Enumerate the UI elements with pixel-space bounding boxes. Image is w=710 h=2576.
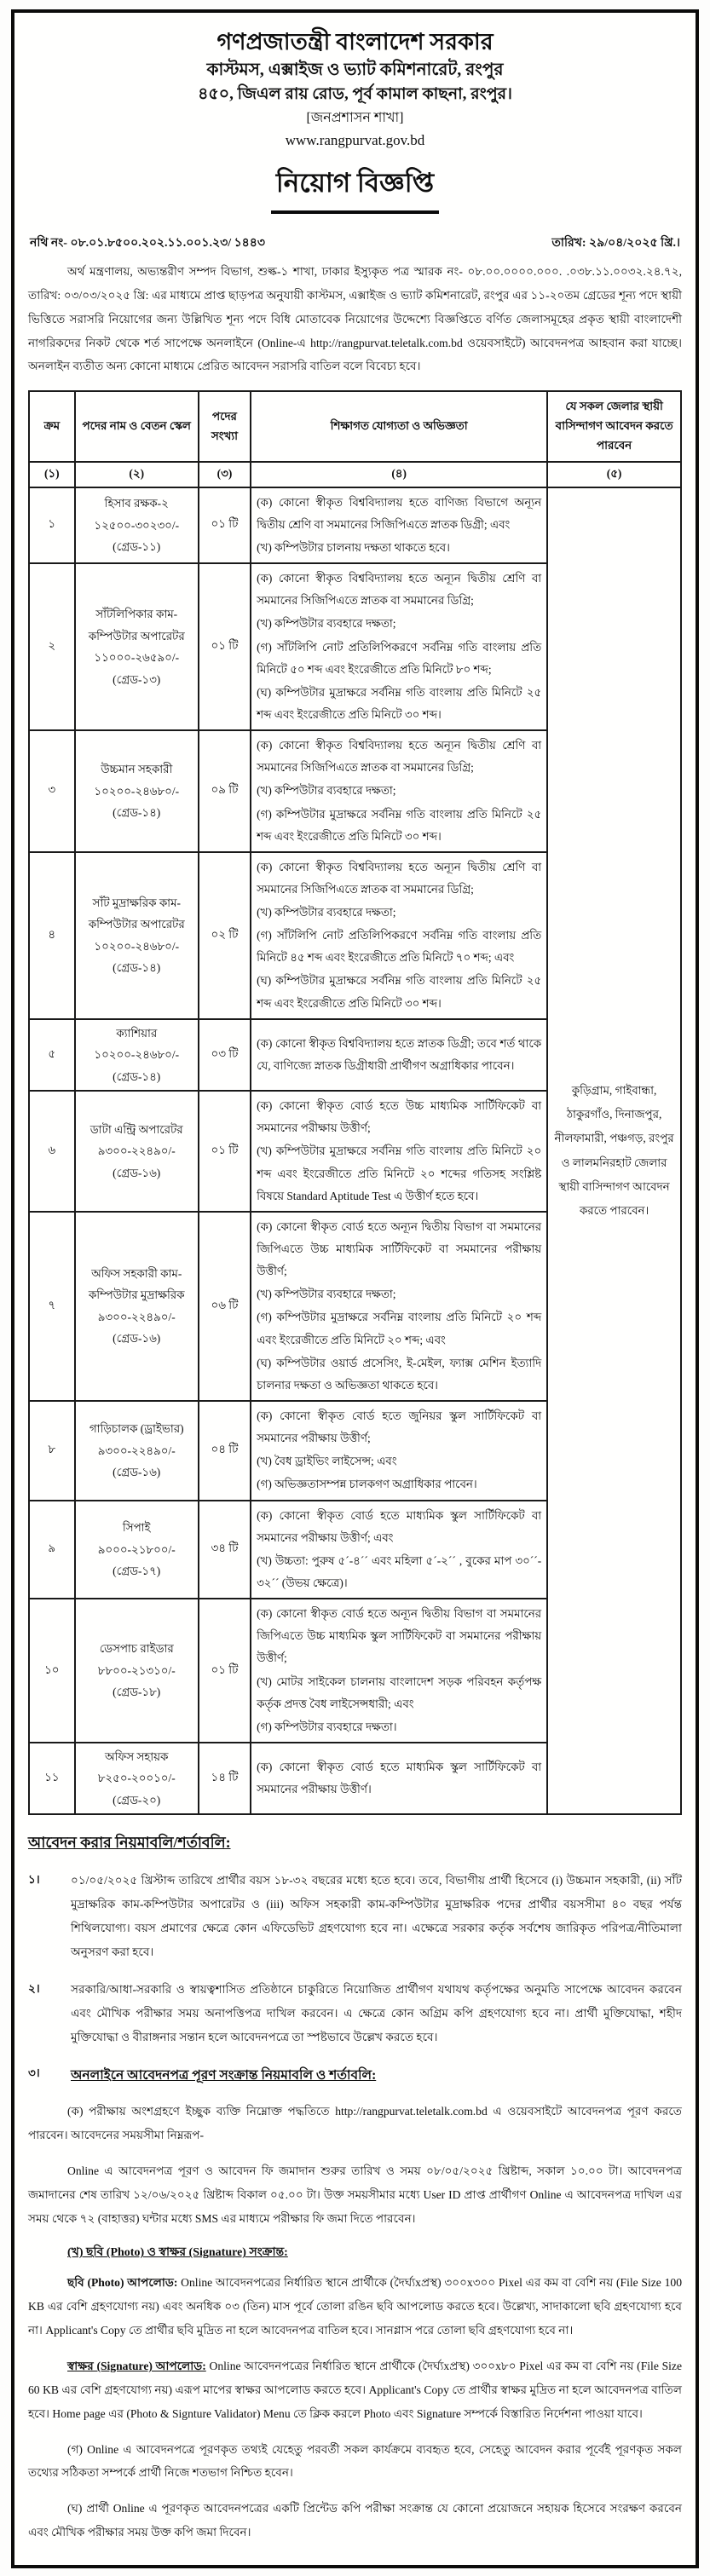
post-qualifications: (ক) কোনো স্বীকৃত বিশ্ববিদ্যালয় হতে অন্যূন দ্বিতীয় শ্রেণি বা সমমানের সিজিপিএতে স্নাতক বা সমমানের ডিগ্রি; (খ) কম্পিউটার ব্যবহারে দক্ষতা; (গ) কম্পিউটার মুদ্রাক্ষরে সর্বনিম্ন গতি বাংলায় প্রতি মিনিটে ২৫ শব্দ এবং ইংরেজীতে প্রতি মিনিটে ৩০ শব্দ। [251,730,547,852]
post-serial: ৫ [29,1019,75,1091]
post-serial: ৬ [29,1091,75,1212]
post-serial: ৩ [29,730,75,852]
website-url: www.rangpurvat.gov.bd [285,131,425,148]
rule-item-3 [28,2062,682,2089]
post-qualifications: (ক) কোনো স্বীকৃত বোর্ড হতে অন্যূন দ্বিতীয় বিভাগ বা সমমানের জিপিএতে উচ্চ মাধ্যমিক স্কুল সার্টিফিকেট বা সমমানের পরীক্ষায় উত্তীর্ণ; (খ) মোটর সাইকেল চালনায় বাংলাদেশ সড়ক পরিবহন কর্তৃপক্ষ কর্তৃক প্রদত্ত বৈধ লাইসেন্সধারী; এবং (গ) কম্পিউটার ব্যবহারে দক্ষতা। [251,1599,547,1743]
post-serial: ১ [29,487,75,563]
post-name-and-pay: গাড়িচালক (ড্রাইভার) ৯৩০০-২২৪৯০/- (গ্রেড-১৬) [75,1401,199,1501]
post-qualifications: (ক) কোনো স্বীকৃত বিশ্ববিদ্যালয় হতে অন্যূন দ্বিতীয় শ্রেণি বা সমমানের সিজিপিএতে স্নাতক বা সমমানের ডিগ্রি; (খ) কম্পিউটার ব্যবহারে দক্ষতা; (গ) সাঁটলিপি নোট প্রতিলিপিকরণে সর্বনিম্ন গতি বাংলায় প্রতি মিনিটে ৪৫ শব্দ এবং ইংরেজীতে প্রতি মিনিটে ৭০ শব্দ; এবং (ঘ) কম্পিউটার মুদ্রাক্ষরে সর্বনিম্ন গতি বাংলায় প্রতি মিনিটে ২৫ শব্দ এবং ইংরেজীতে প্রতি মিনিটে ৩০ শব্দ। [251,852,547,1019]
colnum-5: (৫) [547,462,681,487]
online-rule-ka: (ক) পরীক্ষায় অংশগ্রহণে ইচ্ছুক ব্যক্তি নিম্নোক্ত পদ্ধতিতে http://rangpurvat.teletalk.com.bd এ ওয়েবসাইটে আবেদনপত্র পূরণ করতে পারবেন। আবেদনের সময়সীমা নিম্নরূপ- [28,2105,682,2142]
signature-upload-paragraph [28,2354,682,2426]
col-header-districts: যে সকল জেলার স্থায়ী বাসিন্দাগণ আবেদন করতে পারবেন [547,391,681,461]
online-rule-ka-dates: Online এ আবেদনপত্র পূরণ ও আবেদন ফি জমাদান শুরুর তারিখ ও সময় ০৮/০৫/২০২৫ খ্রিষ্টাব্দ, সকাল ১০.০০ টা। আবেদনপত্র জমাদানের শেষ তারিখ ১২/০৬/২০২৫ খ্রিষ্টাব্দ বিকাল ০৫.০০ টা। উক্ত সময়সীমার মধ্যে User ID প্রাপ্ত প্রার্থীগণ Online এ আবেদনপত্র দাখিল এর সময় থেকে ৭২ (বাহাত্তর) ঘন্টার মধ্যে SMS এর মাধ্যমে পরীক্ষার ফি জমা দিতে পারবেন। [28,2164,682,2225]
rule-item-1-text: ০১/০৫/২০২৫ খ্রিস্টাব্দ তারিখে প্রার্থীর বয়স ১৮-৩২ বছরের মধ্যে হতে হবে। তবে, বিভাগীয় প্রার্থী হিসেবে (i) উচ্চমান সহকারী, (ii) সাঁট মুদ্রাক্ষরিক কাম-কম্পিউটার অপারেটর ও (iii) অফিস সহকারী কাম-কম্পিউটার মুদ্রাক্ষরিক পদের প্রার্থীর বয়সসীমা ৪০ বছর পর্যন্ত শিথিলযোগ্য। বয়স প্রমাণের ক্ষেত্রে কোন এফিডেভিট গ্রহণযোগ্য হবে না। এক্ষেত্রে সরকার কর্তৃক সর্বশেষ জারিকৃত পরিপত্র/নীতিমালা অনুসরণ করা হবে। [71,1874,682,1958]
post-qualifications: (ক) কোনো স্বীকৃত বোর্ড হতে অন্যূন দ্বিতীয় বিভাগ বা সমমানের জিপিএতে উচ্চ মাধ্যমিক সার্টিফিকেট বা সমমানের পরীক্ষায় উত্তীর্ণ; (খ) কম্পিউটার ব্যবহারে দক্ষতা; (গ) কম্পিউটার মুদ্রাক্ষরে সর্বনিম্ন বাংলায় প্রতি মিনিটে ২০ শব্দ এবং ইংরেজীতে প্রতি মিনিটে ২০ শব্দ; এবং (ঘ) কম্পিউটার ওয়ার্ড প্রসেসিং, ই-মেইল, ফ্যাক্স মেশিন ইত্যাদি চালনার দক্ষতা ও অভিজ্ঞতা থাকতে হবে। [251,1212,547,1401]
col-header-serial: ক্রম [29,391,75,461]
memo-number: নথি নং- ০৮.০১.৮৫০০.২০২.১১.০০১.২৩/ ১৪৪৩ [30,237,265,251]
post-name-and-pay: সাঁটলিপিকার কাম-কম্পিউটার অপারেটর ১১০০০-২৬৫৯০/- (গ্রেড-১৩) [75,563,199,730]
rule-item-2-text: সরকারি/আধা-সরকারি ও স্বায়ত্বশাসিত প্রতিষ্ঠানে চাকুরিতে নিয়োজিত প্রার্থীগণ যথাযথ কর্তৃপক্ষের অনুমতি সাপেক্ষে আবেদন করবেন এবং মৌখিক পরীক্ষার সময় অনাপত্তিপত্র দাখিল করবেন। এ ক্ষেত্রে কোন অগ্রিম কপি গ্রহণযোগ্য হবে না। প্রার্থী মুক্তিযোদ্ধা, শহীদ মুক্তিযোদ্ধা ও বীরাঙ্গনার সন্তান হলে আবেদনপত্রে তা স্পষ্টভাবে উল্লেখ করতে হবে। [71,1982,682,2043]
rule-item-2-number: ২। [28,1981,40,1995]
post-serial: ৪ [29,852,75,1019]
post-qualifications: (ক) কোনো স্বীকৃত বোর্ড হতে মাধ্যমিক স্কুল সার্টিফিকেট বা সমমানের পরীক্ষায় উত্তীর্ণ; এবং (খ) উচ্চতা: পুরুষ ৫´-৪´´ এবং মহিলা ৫´-২´´ , বুকের মাপ ৩০´´- ৩২´´ (উভয় ক্ষেত্রে)। [251,1501,547,1599]
colnum-4: (৪) [251,462,547,487]
post-serial: ১০ [29,1599,75,1743]
rule-item-3-number: ৩। [28,2066,40,2080]
post-name-and-pay: ডেসপাচ রাইডার ৮৮০০-২১৩১০/- (গ্রেড-১৮) [75,1599,199,1743]
signature-upload-text: Online আবেদনপত্রের নির্ধারিত স্থানে প্রার্থীকে (দৈর্ঘ্যxপ্রস্থ) ৩০০x৮০ Pixel এর কম বা বেশি নয় (File Size 60 KB এর বেশি গ্রহণযোগ্য নয়) এরূপ মাপের স্বাক্ষর আপলোড করতে হবে। Applicant's Copy তে প্রার্থীর স্বাক্ষর মুদ্রিত না হলে আবেদনপত্র বাতিল হবে। Home page এর (Photo & Signture Validator) Menu তে ক্লিক করলে Photo এবং Signature সম্পর্কে বিস্তারিত নির্দেশনা পাওয়া যাবে। [28,2360,682,2420]
post-qualifications: (ক) কোনো স্বীকৃত বিশ্ববিদ্যালয় হতে অন্যূন দ্বিতীয় শ্রেণি বা সমমানের সিজিপিএতে স্নাতক বা সমমানের ডিগ্রি; (খ) কম্পিউটার ব্যবহারে দক্ষতা; (গ) সাঁটলিপি নোট প্রতিলিপিকরণে সর্বনিম্ন গতি বাংলায় প্রতি মিনিটে ৫০ শব্দ এবং ইংরেজীতে প্রতি মিনিটে ৮০ শব্দ; (ঘ) কম্পিউটার মুদ্রাক্ষরে সর্বনিম্ন গতি বাংলায় প্রতি মিনিটে ২৫ শব্দ এবং ইংরেজীতে প্রতি মিনিটে ৩০ শব্দ। [251,563,547,730]
photo-upload-label: ছবি (Photo) আপলোড: [67,2276,178,2290]
colnum-1: (১) [29,462,75,487]
district-eligibility-note: কুড়িগ্রাম, গাইবান্ধা, ঠাকুরগাঁও, দিনাজপুর, নীলফামারী, পঞ্চগড়, রংপুর ও লালমনিরহাট জেলার স্থায়ী বাসিন্দাগণ আবেদন করতে পারবেন। [547,487,681,1815]
post-vacancies: ১৪ টি [199,1743,251,1814]
online-rule-ga: (গ) Online এ আবেদনপত্রে পূরণকৃত তথ্যই যেহেতু পরবর্তী সকল কার্যক্রমে ব্যবহৃত হবে, সেহেতু আবেদন করার পূর্বেই পূরণকৃত সকল তথ্যের সঠিকতা সম্পর্কে প্রার্থী নিজে শতভাগ নিশ্চিত হবেন। [28,2442,682,2480]
post-qualifications: (ক) কোনো স্বীকৃত বোর্ড হতে জুনিয়র স্কুল সার্টিফিকেট বা সমমানের পরীক্ষায় উত্তীর্ণ; (খ) বৈধ ড্রাইভিং লাইসেন্স; এবং (গ) অভিজ্ঞতাসম্পন্ন চালকগণ অগ্রাধিকার পাবেন। [251,1401,547,1501]
col-header-post-name: পদের নাম ও বেতন স্কেল [75,391,199,461]
government-name: গণপ্রজাতন্ত্রী বাংলাদেশ সরকার [216,29,494,55]
post-vacancies: ০৬ টি [199,1212,251,1401]
post-name-and-pay: সাঁট মুদ্রাক্ষরিক কাম-কম্পিউটার অপারেটর ১০২০০-২৪৬৮০/- (গ্রেড-১৪) [75,852,199,1019]
post-row-১ [29,487,681,563]
post-vacancies: ০২ টি [199,852,251,1019]
post-name-and-pay: হিসাব রক্ষক-২ ১২৫০০-৩০২৩০/- (গ্রেড-১১) [75,487,199,563]
post-name-and-pay: ক্যাশিয়ার ১০২০০-২৪৬৮০/- (গ্রেড-১৪) [75,1019,199,1091]
post-qualifications: (ক) কোনো স্বীকৃত বিশ্ববিদ্যালয় হতে বাণিজ্য বিভাগে অন্যূন দ্বিতীয় শ্রেণি বা সমমানের সিজিপিএতে স্নাতক ডিগ্রী; এবং (খ) কম্পিউটার চালনায় দক্ষতা থাকতে হবে। [251,487,547,563]
col-header-qualification: শিক্ষাগত যোগ্যতা ও অভিজ্ঞতা [251,391,547,461]
intro-paragraph: অর্থ মন্ত্রণালয়, অভ্যন্তরীণ সম্পদ বিভাগ, শুল্ক-১ শাখা, ঢাকার ইস্যুকৃত পত্র স্মারক নং- ০৮.০০.০০০০.০০০. .০৩৮.১১.০০৩২.২৪.৭২, তারিখ: ০৩/০৩/২০২৫ খ্রি: এর মাধ্যমে প্রাপ্ত ছাড়পত্র অনুযায়ী কাস্টমস, এক্সাইজ ও ভ্যাট কমিশনারেট, রংপুর এর ১১-২০তম গ্রেডের শূন্য পদে স্থায়ী ভিত্তিতে সরাসরি নিয়োগের জন্য উল্লিখিত শূন্য পদে বিধি মোতাবেক নিয়োগের উদ্দেশ্যে বিজ্ঞপ্তিতে বর্ণিত জেলাসমূহের প্রকৃত স্থায়ী বাংলাদেশী নাগরিকদের নিকট থেকে শর্ত সাপেক্ষে অনলাইনে (Online-এ http://rangpurvat.teletalk.com.bd ওয়েবসাইটে) আবেদনপত্র আহবান করা যাচ্ছে। অনলাইন ব্যতীত অন্য কোনো মাধ্যমে প্রেরিত আবেদন সরাসরি বাতিল বলে বিবেচ্য হবে। [28,265,682,373]
post-name-and-pay: অফিস সহায়ক ৮২৫০-২০০১০/- (গ্রেড-২০) [75,1743,199,1814]
post-table [28,390,682,1815]
photo-signature-heading: (খ) ছবি (Photo) ও স্বাক্ষর (Signature) সংক্রান্ত: [67,2246,288,2260]
online-rule-gha: (ঘ) প্রার্থী Online এ পূরণকৃত আবেদনপত্রের একটি প্রিন্টেড কপি পরীক্ষা সংক্রান্ত যে কোনো প্রয়োজনে সহায়ক হিসেবে সংরক্ষণ করবেন এবং মৌখিক পরীক্ষার সময় উক্ত কপি জমা দিবেন। [28,2502,682,2539]
post-table-header-row [29,391,681,461]
col-header-vacancies: পদের সংখ্যা [199,391,251,461]
signature-upload-label: স্বাক্ষর (Signature) আপলোড: [67,2360,206,2373]
post-vacancies: ০১ টি [199,1091,251,1212]
rules-heading: আবেদন করার নিয়মাবলি/শর্তাবলি: [28,1834,231,1852]
colnum-2: (২) [75,462,199,487]
colnum-3: (৩) [199,462,251,487]
online-rules-heading: অনলাইনে আবেদনপত্র পূরণ সংক্রান্ত নিয়মাবলি ও শর্তাবলি: [71,2068,377,2083]
post-vacancies: ০১ টি [199,487,251,563]
post-vacancies: ৩৪ টি [199,1501,251,1599]
post-name-and-pay: ডাটা এন্ট্রি অপারেটর ৯৩০০-২২৪৯০/- (গ্রেড-১৬) [75,1091,199,1212]
photo-upload-paragraph [28,2271,682,2343]
post-vacancies: ০৯ টি [199,730,251,852]
post-name-and-pay: অফিস সহকারী কাম- কম্পিউটার মুদ্রাক্ষরিক ৯৩০০-২২৪৯০/- (গ্রেড-১৬) [75,1212,199,1401]
post-name-and-pay: সিপাই ৯০০০-২১৮০০/- (গ্রেড-১৭) [75,1501,199,1599]
post-vacancies: ০১ টি [199,1599,251,1743]
post-table-colnum-row [29,462,681,487]
office-name: কাস্টমস, এক্সাইজ ও ভ্যাট কমিশনারেট, রংপুর [206,61,504,80]
post-name-and-pay: উচ্চমান সহকারী ১০২০০-২৪৬৮০/- (গ্রেড-১৪) [75,730,199,852]
post-vacancies: ০৩ টি [199,1019,251,1091]
post-qualifications: (ক) কোনো স্বীকৃত বোর্ড হতে মাধ্যমিক স্কুল সার্টিফিকেট বা সমমানের পরীক্ষায় উত্তীর্ণ। [251,1743,547,1814]
post-vacancies: ০১ টি [199,563,251,730]
notice-document [11,9,699,2568]
office-address: ৪৫০, জিএল রায় রোড, পূর্ব কামাল কাছনা, রংপুর। [198,85,512,104]
rule-item-1-number: ১। [28,1873,40,1887]
post-serial: ৭ [29,1212,75,1401]
post-vacancies: ০৪ টি [199,1401,251,1501]
notice-date: তারিখ: ২৯/০৪/২০২৫ খ্রি.। [551,237,680,251]
notice-title: নিয়োগ বিজ্ঞপ্তি [271,161,439,214]
post-serial: ৯ [29,1501,75,1599]
post-qualifications: (ক) কোনো স্বীকৃত বিশ্ববিদ্যালয় হতে স্নাতক ডিগ্রী; তবে শর্ত থাকে যে, বাণিজ্যে স্নাতক ডিগ্রীধারী প্রার্থীগণ অগ্রাধিকার পাবেন। [251,1019,547,1091]
photo-upload-text: Online আবেদনপত্রের নির্ধারিত স্থানে প্রার্থীকে (দৈর্ঘ্যxপ্রস্থ) ৩০০x৩০০ Pixel এর কম বা বেশি নয় (File Size 100 KB এর বেশি গ্রহণযোগ্য নয়) এবং অনধিক ০৩ (তিন) মাস পূর্বে তোলা রঙিন ছবি আপলোড করতে হবে। উল্লেখ্য, সাদাকালো ছবি গ্রহণযোগ্য হবে না। Applicant's Copy তে প্রার্থীর ছবি মুদ্রিত না হলে আবেদনপত্র বাতিল হবে। সানগ্লাস পরে তোলা ছবি গ্রহণযোগ্য হবে না। [28,2276,682,2337]
post-table-body [29,487,681,1815]
post-serial: ৮ [29,1401,75,1501]
post-serial: ২ [29,563,75,730]
post-serial: ১১ [29,1743,75,1814]
rule-item-2 [28,1978,682,2049]
branch-name: [জনপ্রশাসন শাখা] [306,110,404,125]
post-qualifications: (ক) কোনো স্বীকৃত বোর্ড হতে উচ্চ মাধ্যমিক সার্টিফিকেট বা সমমানের পরীক্ষায় উত্তীর্ণ; (খ) কম্পিউটার মুদ্রাক্ষরে সর্বনিম্ন গতি বাংলায় প্রতি মিনিটে ২০ শব্দ এবং ইংরেজীতে প্রতি মিনিটে ২০ শব্দের গতিসহ সংশ্লিষ্ট বিষয়ে Standard Aptitude Test এ উত্তীর্ণ হতে হবে। [251,1091,547,1212]
rule-item-1 [28,1869,682,1963]
